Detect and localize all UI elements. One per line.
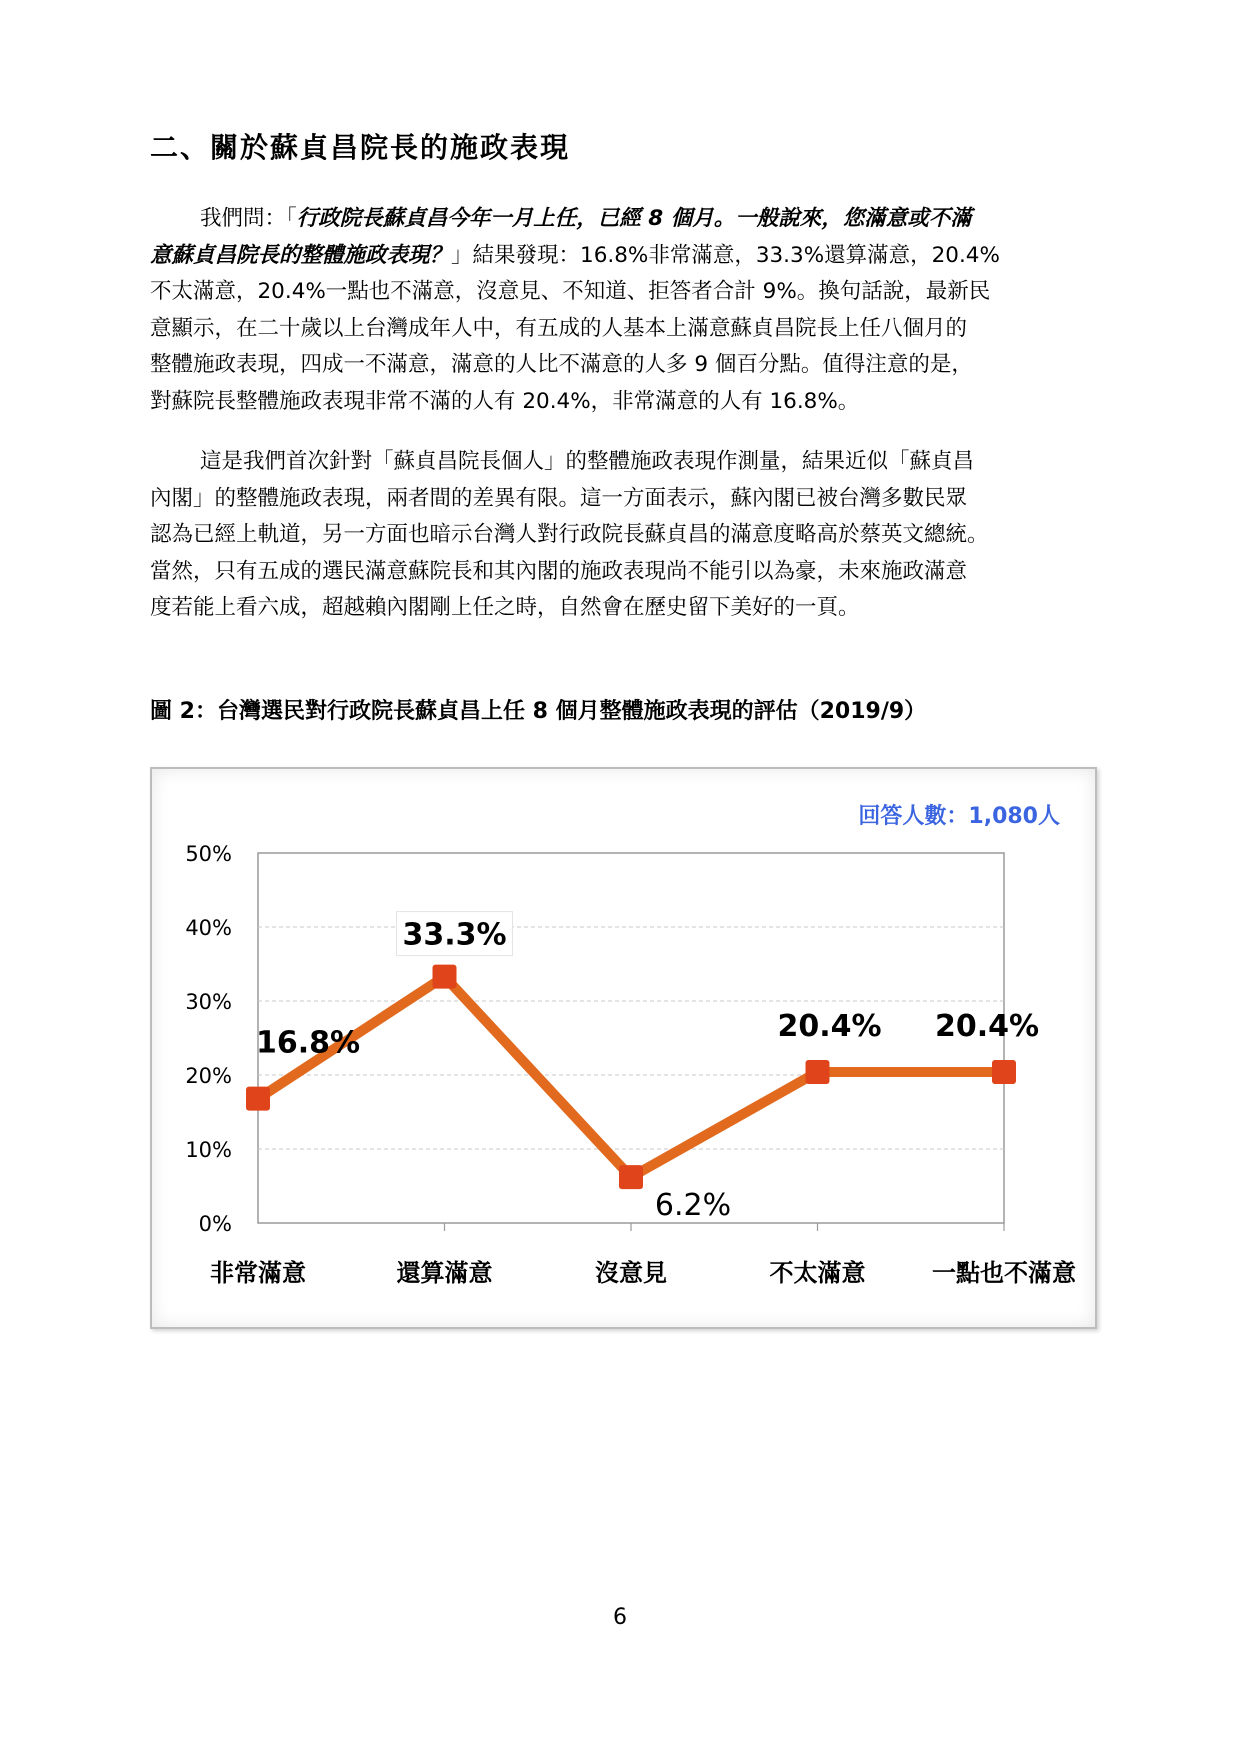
- respondent-count-annotation: 回答人數：1,080人: [858, 804, 1060, 829]
- paragraph-line: 內閣」的整體施政表現，兩者間的差異有限。這一方面表示，蘇內閣已被台灣多數民眾: [150, 485, 968, 511]
- text-run: 我們問：「: [200, 206, 297, 231]
- text-run: 」結果發現：16.8%非常滿意，33.3%還算滿意，20.4%: [451, 242, 1000, 268]
- data-label: 20.4%: [777, 1009, 882, 1045]
- data-label: 20.4%: [934, 1009, 1040, 1045]
- paragraph-line: 當然，只有五成的選民滿意蘇院長和其內閣的施政表現尚不能引以為豪，未來施政滿意: [150, 558, 968, 584]
- y-tick-label: 30%: [185, 990, 232, 1014]
- data-label: 6.2%: [654, 1188, 732, 1224]
- x-category-label: 非常滿意: [210, 1259, 306, 1287]
- paragraph-line: 意顯示，在二十歲以上台灣成年人中，有五成的人基本上滿意蘇貞昌院長上任八個月的: [150, 315, 968, 341]
- survey-question-text: 行政院長蘇貞昌今年一月上任，已經 8 個月。一般說來，您滿意或不滿: [296, 206, 972, 231]
- data-label: 16.8%: [255, 1025, 361, 1061]
- figure-caption: 圖 2：台灣選民對行政院長蘇貞昌上任 8 個月整體施政表現的評估（2019/9）: [150, 699, 927, 724]
- x-category-label: 沒意見: [595, 1259, 667, 1287]
- y-tick-label: 10%: [185, 1138, 232, 1162]
- page-number: 6: [613, 1605, 627, 1630]
- data-point-marker: [433, 965, 457, 989]
- data-point-marker: [246, 1087, 270, 1111]
- data-point-marker: [619, 1165, 643, 1189]
- paragraph-analysis: [150, 444, 1100, 627]
- paragraph-line: 整體施政表現，四成一不滿意，滿意的人比不滿意的人多 9 個百分點。值得注意的是，: [150, 352, 973, 377]
- paragraph-survey-result: [150, 201, 1100, 420]
- paragraph-line: 不太滿意，20.4%一點也不滿意，沒意見、不知道、拒答者合計 9%。換句話說，最新民: [150, 279, 991, 304]
- y-tick-label: 40%: [185, 916, 232, 940]
- y-tick-label: 0%: [198, 1212, 232, 1236]
- y-tick-label: 20%: [185, 1064, 232, 1088]
- paragraph-line: 認為已經上軌道，另一方面也暗示台灣人對行政院長蘇貞昌的滿意度略高於蔡英文總統。: [150, 522, 989, 547]
- x-category-label: 一點也不滿意: [932, 1259, 1076, 1287]
- paragraph-line: 對蘇院長整體施政表現非常不滿的人有 20.4%，非常滿意的人有 16.8%。: [150, 388, 860, 414]
- data-point-marker: [806, 1060, 830, 1084]
- section-heading: 二、關於蘇貞昌院長的施政表現: [150, 131, 571, 164]
- data-point-marker: [992, 1060, 1016, 1084]
- paragraph-line: 這是我們首次針對「蘇貞昌院長個人」的整體施政表現作測量，結果近似「蘇貞昌: [200, 449, 975, 474]
- x-category-label: 還算滿意: [396, 1259, 493, 1287]
- survey-question-text: 意蘇貞昌院長的整體施政表現？: [150, 242, 452, 268]
- chart-frame: [150, 767, 1097, 1329]
- paragraph-line: [150, 238, 1100, 275]
- paragraph-line: [150, 201, 1100, 238]
- line-chart: [152, 769, 1095, 1327]
- data-label: 33.3%: [402, 917, 507, 953]
- paragraph-line: 度若能上看六成，超越賴內閣剛上任之時，自然會在歷史留下美好的一頁。: [150, 595, 860, 620]
- y-tick-label: 50%: [185, 842, 232, 866]
- x-category-label: 不太滿意: [769, 1259, 866, 1287]
